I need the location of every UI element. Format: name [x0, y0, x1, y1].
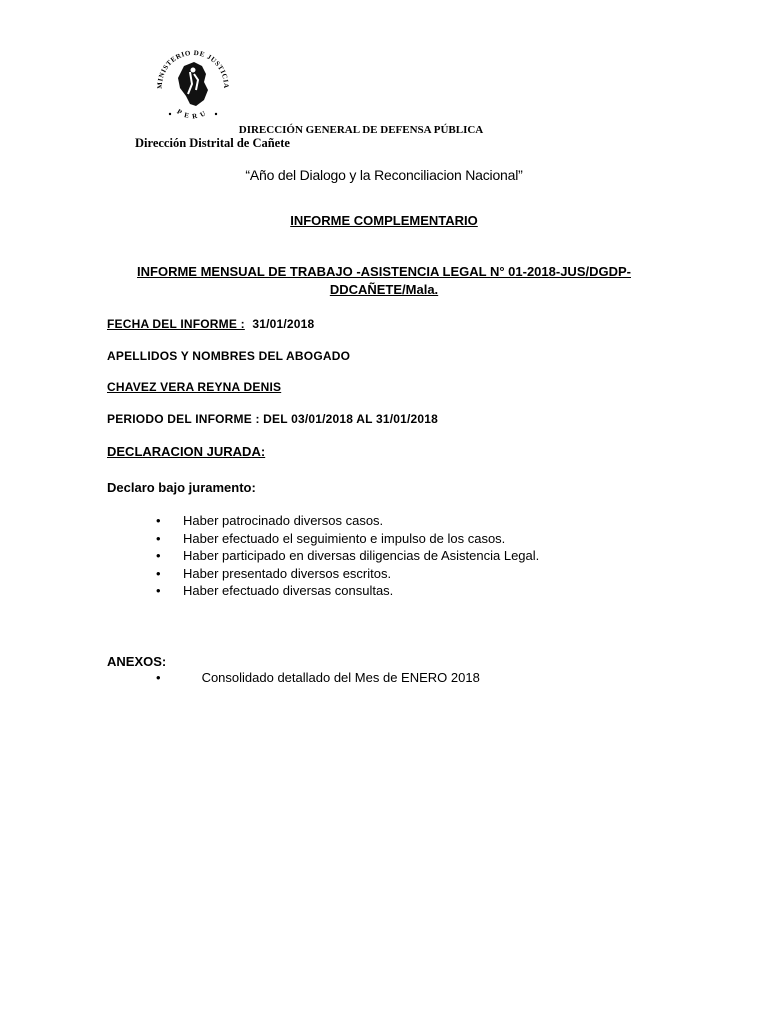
anexo-item [156, 670, 480, 685]
direccion-general: DIRECCIÓN GENERAL DE DEFENSA PÚBLICA [238, 124, 484, 136]
list-item [156, 512, 539, 530]
ministry-seal-icon [148, 44, 238, 128]
bullet-icon: • [156, 530, 161, 546]
declaro-line: Declaro bajo juramento: [107, 480, 256, 495]
direccion-distrital: Dirección Distrital de Cañete [135, 136, 290, 150]
list-item [156, 547, 539, 565]
list-item [156, 530, 539, 548]
declaration-list [156, 512, 539, 600]
fecha-line [107, 317, 314, 331]
list-item-text: Haber participado en diversas diligencias de Asistencia Legal. [183, 548, 540, 563]
bullet-icon: • [156, 670, 161, 685]
list-item-text: Haber efectuado el seguimiento e impulso de los casos. [183, 530, 506, 546]
year-motto: “Año del Dialogo y la Reconciliacion Nacional” [245, 167, 523, 183]
seal-text-bottom: PERU [175, 107, 211, 121]
svg-text:PERU [175, 108, 210, 121]
list-item-text: Haber efectuado diversas consultas. [183, 583, 394, 598]
list-item [156, 565, 539, 583]
bullet-icon: • [156, 583, 161, 598]
list-item [156, 582, 539, 600]
anexos-title: ANEXOS: [107, 654, 167, 669]
fecha-label: FECHA DEL INFORME : [107, 317, 245, 331]
bullet-icon: • [156, 548, 161, 563]
seal-text-top: MINISTERIO DE JUSTICIA [155, 48, 231, 89]
document-subtitle: INFORME MENSUAL DE TRABAJO -ASISTENCIA LEGAL N° 01-2018-JUS/DGDP-DDCAÑETE/Mala. [137, 264, 631, 297]
list-item-text: Haber patrocinado diversos casos. [183, 513, 384, 528]
periodo-line: PERIODO DEL INFORME : DEL 03/01/2018 AL 31/01/2018 [107, 412, 439, 426]
list-item-text: Haber presentado diversos escritos. [183, 565, 392, 581]
anexo-text: Consolidado detallado del Mes de ENERO 2018 [201, 670, 480, 685]
bullet-icon: • [156, 513, 161, 528]
bullet-icon: • [156, 565, 161, 581]
abogado-label: APELLIDOS Y NOMBRES DEL ABOGADO [107, 349, 351, 363]
document-title: INFORME COMPLEMENTARIO [290, 213, 478, 228]
fecha-value: 31/01/2018 [252, 317, 315, 331]
declaracion-title: DECLARACION JURADA: [107, 444, 266, 459]
abogado-name: CHAVEZ VERA REYNA DENIS [107, 380, 282, 394]
